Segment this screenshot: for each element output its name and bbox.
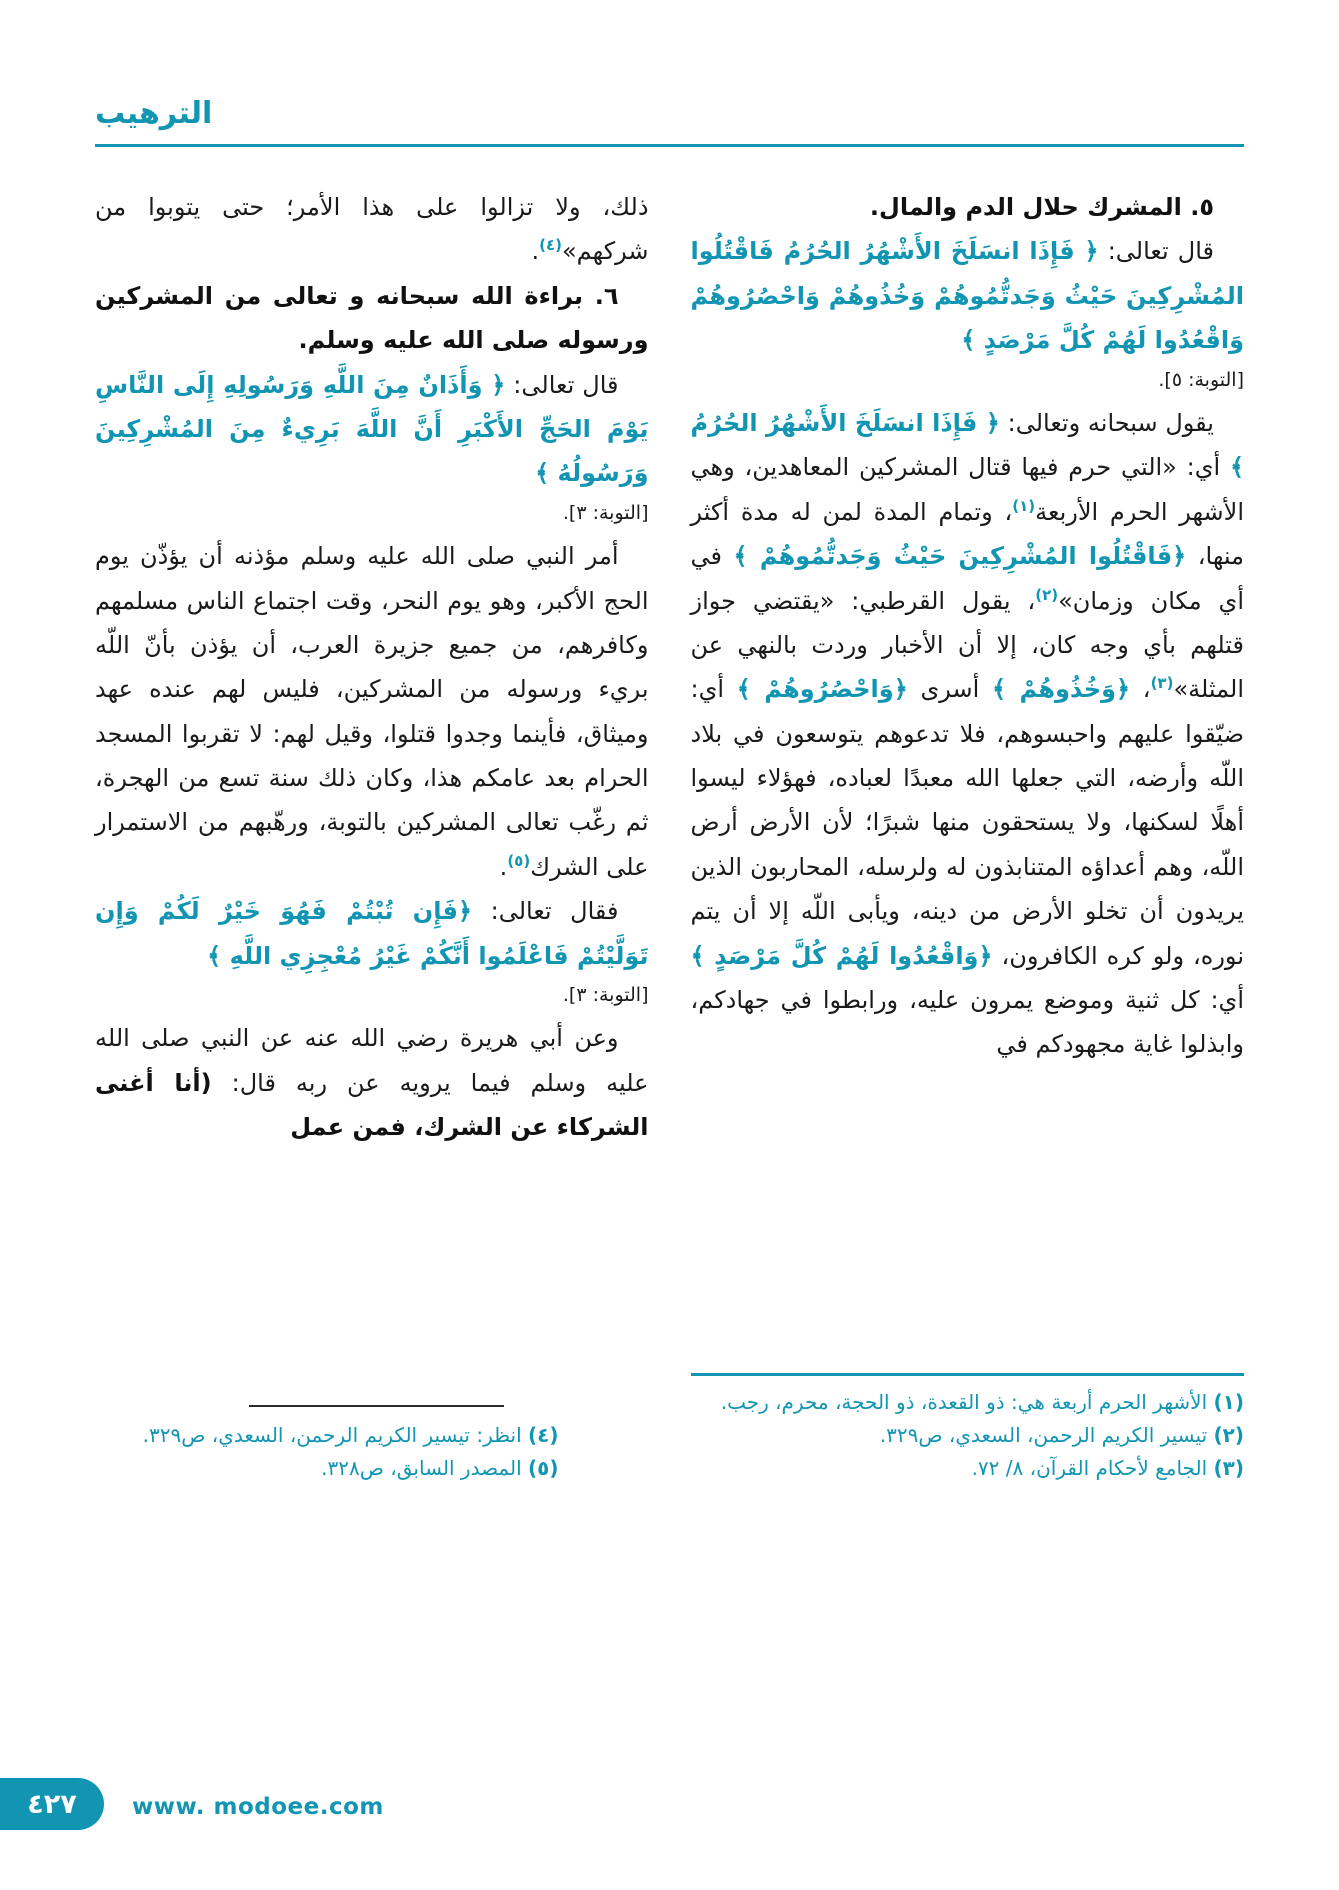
section-title: الترهيب <box>95 96 213 131</box>
page-number-badge <box>0 1778 104 1830</box>
surah-reference: [التوبة: ٥]. <box>1158 368 1244 391</box>
footnote-text: تيسير الكريم الرحمن، السعدي، ص٣٢٩. <box>879 1423 1214 1447</box>
footnote <box>691 1452 1245 1485</box>
body-text: يقول سبحانه وتعالى: <box>999 408 1214 437</box>
column-right <box>691 185 1245 1485</box>
quran-verse: ﴿فَاقْتُلُوا المُشْرِكِينَ حَيْثُ وَجَدتُّمُوهُمْ ﴾ <box>733 542 1187 571</box>
body-text: قال تعالى: <box>505 370 619 399</box>
column-left <box>95 185 649 1485</box>
page-number: ٤٢٧ <box>27 1788 77 1820</box>
footnote-marker: (٥) <box>528 1456 559 1480</box>
quran-verse: ﴿فَإِن تُبْتُمْ فَهُوَ خَيْرٌ لَكُمْ وَإِن تَوَلَّيْتُمْ فَاعْلَمُوا أَنَّكُمْ غَيْرُ مُعْجِزِي اللَّهِ ﴾ <box>95 897 649 970</box>
footnote-text: المصدر السابق، ص٣٢٨. <box>321 1456 528 1480</box>
heading-section-5 <box>691 185 1245 229</box>
body-text: أي: ضيّقوا عليهم واحبسوهم، فلا تدعوهم يتوسعون في بلاد اللّه وأرضه، التي جعلها الله معبدًا لعباده، فهؤلاء ليسوا أهلًا لسكنها، ولا يستحقون منها شبرًا؛ لأن الأرض أرض اللّه، وهم أعداؤه المتنابذون له ولرسله، المحاربون الذين يريدون أن تخلو الأرض من دينه، ويأبى اللّه إلا أن يتم نوره، ولو كره الكافرون، <box>690 675 1244 970</box>
body-text: فقال تعالى: <box>472 897 619 926</box>
footnote-text: الأشهر الحرم أربعة هي: ذو القعدة، ذو الحجة، محرم، رجب. <box>720 1390 1214 1414</box>
quran-verse: ﴿وَخُذُوهُمْ ﴾ <box>992 675 1131 704</box>
tafsir-paragraph <box>691 401 1245 1067</box>
verse-reference <box>95 980 649 1010</box>
verse-tawbah-3b <box>95 889 649 978</box>
body-text: . <box>531 237 540 266</box>
footnote-ref-marker: (٤) <box>539 236 562 255</box>
column-left-text <box>95 185 649 1150</box>
verse-adhan <box>95 363 649 496</box>
column-right-text <box>691 185 1245 1067</box>
footnote-ref-marker: (١) <box>1012 496 1036 515</box>
emphasis-text: ٦. براءة الله سبحانه و تعالى من المشركين ورسوله صلى الله عليه وسلم. <box>95 281 649 355</box>
page-content <box>0 147 1339 1485</box>
verse-tawbah-5 <box>691 229 1245 362</box>
continuation-paragraph <box>95 185 649 274</box>
body-text: أمر النبي صلى الله عليه وسلم مؤذنه أن يؤذّن يوم الحج الأكبر، وهو يوم النحر، وقت اجتماع الناس مسلمهم وكافرهم، من جميع جزيرة العرب، أن يؤذن بأنّ اللّه بريء ورسوله من المشركين، فليس لهم عنده عهد وميثاق، فأينما وجدوا قتلوا، وقيل لهم: لا تقربوا المسجد الحرام بعد عامكم هذا، وكان ذلك سنة تسع من الهجرة، ثم رغّب تعالى المشركين بالتوبة، ورهّبهم من الاستمرار على الشرك <box>95 542 649 881</box>
quran-verse: ﴿وَاقْعُدُوا لَهُمْ كُلَّ مَرْصَدٍ ﴾ <box>690 941 993 970</box>
surah-reference: [التوبة: ٣]. <box>562 984 649 1007</box>
footnote-marker: (٤) <box>528 1423 559 1447</box>
quran-verse: ﴿ وَأَذَانٌ مِنَ اللَّهِ وَرَسُولِهِ إِلَى النَّاسِ يَوْمَ الحَجِّ الأَكْبَرِ أَنَّ اللَّهَ بَرِيءٌ مِنَ المُشْرِكِينَ وَرَسُولُهُ ﴾ <box>95 370 649 488</box>
footnotes-right <box>691 1373 1245 1485</box>
footnote-ref-marker: (٥) <box>507 851 531 870</box>
surah-reference: [التوبة: ٣]. <box>562 501 649 524</box>
footnote <box>95 1419 559 1452</box>
footnote-text: انظر: تيسير الكريم الرحمن، السعدي، ص٣٢٩. <box>142 1423 528 1447</box>
footnote <box>95 1452 559 1485</box>
body-text: أي: كل ثنية وموضع يمرون عليه، ورابطوا في جهادكم، وابذلوا غاية مجهودكم في <box>690 986 1244 1059</box>
footnote-marker: (٣) <box>1213 1456 1244 1480</box>
quran-verse: ﴿وَاحْصُرُوهُمْ ﴾ <box>736 675 908 704</box>
footnote <box>691 1386 1245 1419</box>
hadith-paragraph <box>95 1016 649 1149</box>
footnotes-left <box>95 1405 559 1485</box>
body-text: ذلك، ولا تزالوا على هذا الأمر؛ حتى يتوبوا من شركهم» <box>95 193 649 266</box>
footnote-ref-marker: (٢) <box>1035 585 1059 604</box>
body-text: ، يقول القرطبي: «يقتضي جواز قتلهم بأي وجه كان، إلا أن الأخبار وردت بالنهي عن المثلة» <box>690 586 1245 704</box>
commentary-paragraph <box>95 534 649 889</box>
body-text: ، وتمام المدة لمن له مدة أكثر منها، <box>690 497 1244 571</box>
body-text: وعن أبي هريرة رضي الله عنه عن النبي صلى الله عليه وسلم فيما يرويه عن ربه قال: <box>95 1024 649 1097</box>
footnote <box>691 1419 1245 1452</box>
footnote-marker: (٢) <box>1213 1423 1244 1447</box>
heading-section-6 <box>95 274 649 363</box>
emphasis-text: ٥. المشرك حلال الدم والمال. <box>869 193 1214 221</box>
emphasis-text: (أنا أغنى الشركاء عن الشرك، فمن عمل <box>95 1068 649 1142</box>
verse-reference <box>691 365 1245 395</box>
body-text: . <box>499 852 508 881</box>
body-text: أي: «التي حرم فيها قتال المشركين المعاهدين، وهي الأشهر الحرم الأربعة <box>690 453 1245 526</box>
website-url: www. modoee.com <box>132 1794 384 1820</box>
body-text: قال تعالى: <box>1098 237 1215 266</box>
quran-verse: ﴿ فَإِذَا انسَلَخَ الأَشْهُرُ الحُرُمُ فَاقْتُلُوا المُشْرِكِينَ حَيْثُ وَجَدتُّمُوهُمْ وَخُذُوهُمْ وَاحْصُرُوهُمْ وَاقْعُدُوا لَهُمْ كُلَّ مَرْصَدٍ ﴾ <box>690 237 1244 355</box>
body-text: أسرى <box>907 675 993 704</box>
body-text: ، <box>1130 675 1151 704</box>
footnote-text: الجامع لأحكام القرآن، ٨/ ٧٢. <box>971 1456 1214 1480</box>
quran-verse: ﴿ فَإِذَا انسَلَخَ الأَشْهُرُ الحُرُمُ ﴾ <box>690 408 1244 482</box>
verse-reference <box>95 498 649 528</box>
page-header <box>0 0 1339 147</box>
body-text: في أي مكان وزمان» <box>690 542 1244 615</box>
footnote-ref-marker: (٣) <box>1150 674 1174 693</box>
footnote-marker: (١) <box>1213 1390 1244 1414</box>
